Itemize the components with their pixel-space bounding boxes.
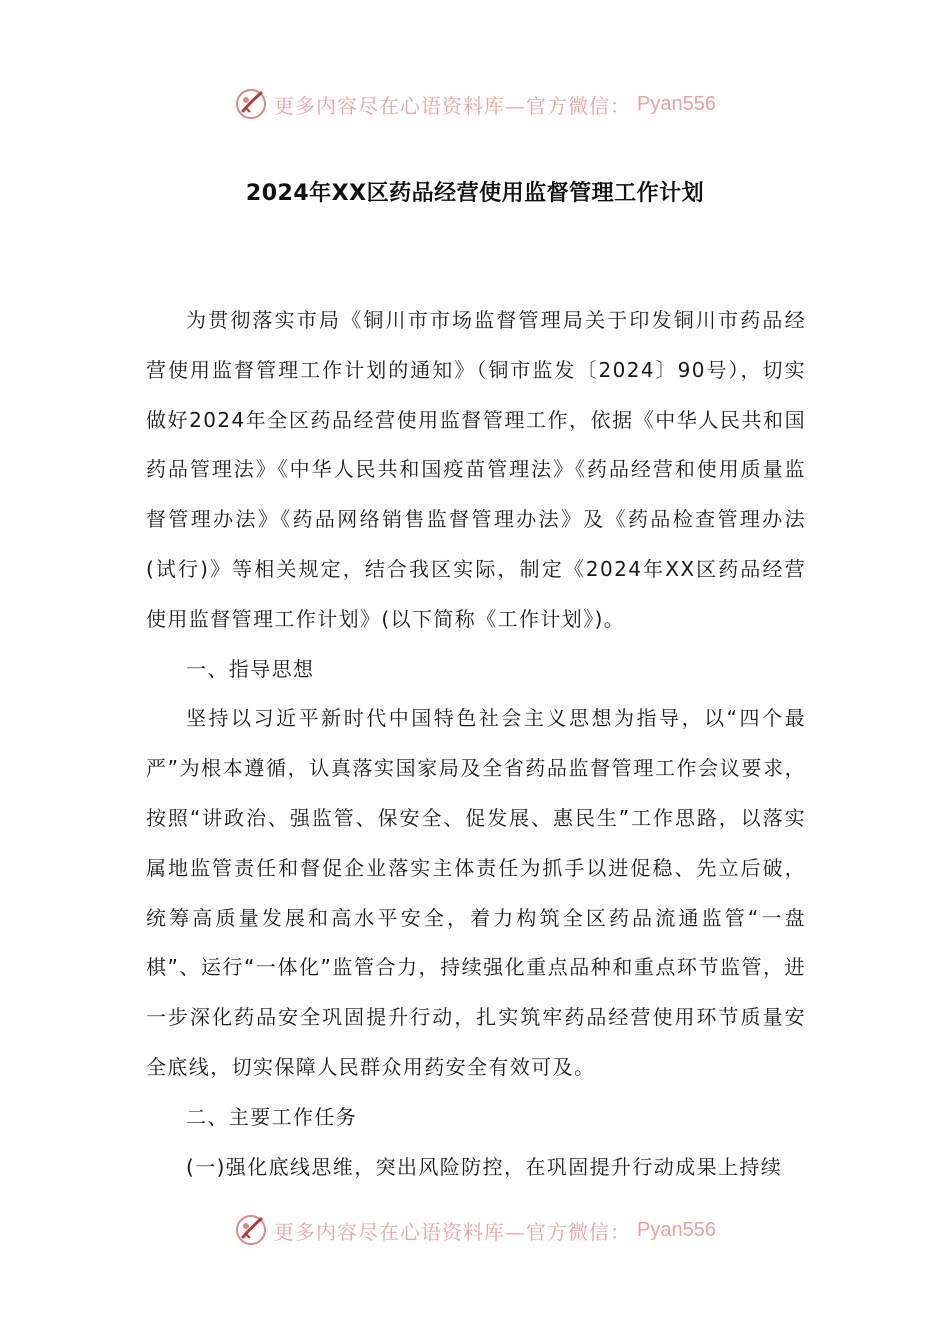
banner-text: 更多内容尽在心语资料库—官方微信： <box>274 1219 632 1244</box>
intro-paragraph: 为贯彻落实市局《铜川市市场监督管理局关于印发铜川市药品经营使用监督管理工作计划的通知》（铜市监发〔2024〕90号），切实做好2024年全区药品经营使用监督管理工作，依据《中华人民共和国药品管理法》《中华人民共和国疫苗管理法》《药品经营和使用质量监督管理办法》《药品网络销售监督管理办法》及《药品检查管理办法(试行)》等相关规定，结合我区实际，制定《2024年XX区药品经营使用监督管理工作计划》(以下简称《工作计划》)。 <box>146 308 806 631</box>
section-heading-guiding-ideology: 一、指导思想 <box>186 656 315 681</box>
banner-text: 更多内容尽在心语资料库—官方微信： <box>274 93 632 118</box>
quill-seal-logo-icon <box>234 1213 268 1247</box>
section-heading-main-tasks: 二、主要工作任务 <box>186 1104 358 1129</box>
task-one-paragraph: (一)强化底线思维，突出风险防控，在巩固提升行动成果上持续 <box>186 1154 783 1179</box>
document-body <box>146 296 806 1192</box>
footer-watermark-banner <box>0 1210 950 1250</box>
header-watermark-banner <box>0 84 950 124</box>
quill-seal-logo-icon <box>234 87 268 121</box>
banner-wechat-id: Pyan556 <box>637 92 716 115</box>
guiding-ideology-paragraph: 坚持以习近平新时代中国特色社会主义思想为指导，以“四个最严”为根本遵循，认真落实国家局及全省药品监督管理工作会议要求，按照“讲政治、强监管、保安全、促发展、惠民生”工作思路，以落实属地监管责任和督促企业落实主体责任为抓手以进促稳、先立后破，统筹高质量发展和高水平安全，着力构筑全区药品流通监管“一盘棋”、运行“一体化”监管合力，持续强化重点品种和重点环节监管，进一步深化药品安全巩固提升行动，扎实筑牢药品经营使用环节质量安全底线，切实保障人民群众用药安全有效可及。 <box>146 706 806 1079</box>
document-title: 2024年XX区药品经营使用监督管理工作计划 <box>245 181 705 206</box>
banner-wechat-id: Pyan556 <box>637 1218 716 1241</box>
